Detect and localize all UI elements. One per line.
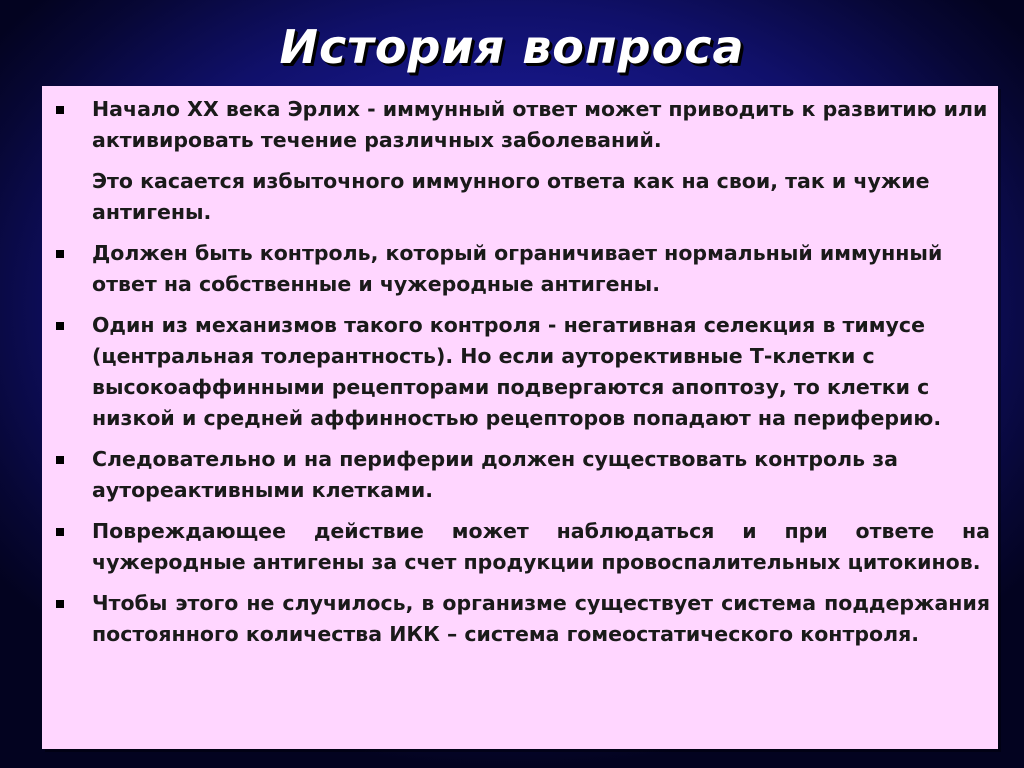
bullet-text: Начало XX века Эрлих - иммунный ответ может приводить к развитию или активировать течение различных заболеваний. [92, 97, 988, 152]
bullet-item [56, 444, 990, 506]
bullet-list [56, 94, 990, 650]
bullet-item [56, 516, 990, 578]
bullet-item [56, 166, 990, 228]
bullet-text: Следовательно и на периферии должен существовать контроль за аутореактивными клетками. [92, 447, 898, 502]
square-bullet-icon [56, 456, 64, 464]
bullet-item [56, 588, 990, 650]
content-box [42, 86, 998, 749]
bullet-item [56, 94, 990, 156]
bullet-spacer [56, 178, 64, 186]
square-bullet-icon [56, 106, 64, 114]
slide-title: История вопроса [279, 20, 745, 74]
bullet-text: Чтобы этого не случилось, в организме существует система поддержания постоянного количества ИКК – система гомеостатического контроля. [92, 591, 990, 646]
square-bullet-icon [56, 250, 64, 258]
bullet-item [56, 310, 990, 434]
bullet-item [56, 238, 990, 300]
bullet-text: Один из механизмов такого контроля - негативная селекция в тимусе (центральная толерантность). Но если ауторективные Т-клетки с высокоаффинными рецепторами подвергаются апоптозу, то клетки с низкой и средней аффинностью рецепторов попадают на периферию. [92, 313, 942, 430]
bullet-text: Повреждающее действие может наблюдаться и при ответе на чужеродные антигены за счет продукции провоспалительных цитокинов. [92, 519, 990, 574]
square-bullet-icon [56, 600, 64, 608]
bullet-text: Должен быть контроль, который ограничивает нормальный иммунный ответ на собственные и чужеродные антигены. [92, 241, 943, 296]
square-bullet-icon [56, 528, 64, 536]
bullet-text: Это касается избыточного иммунного ответа как на свои, так и чужие антигены. [92, 169, 930, 224]
square-bullet-icon [56, 322, 64, 330]
